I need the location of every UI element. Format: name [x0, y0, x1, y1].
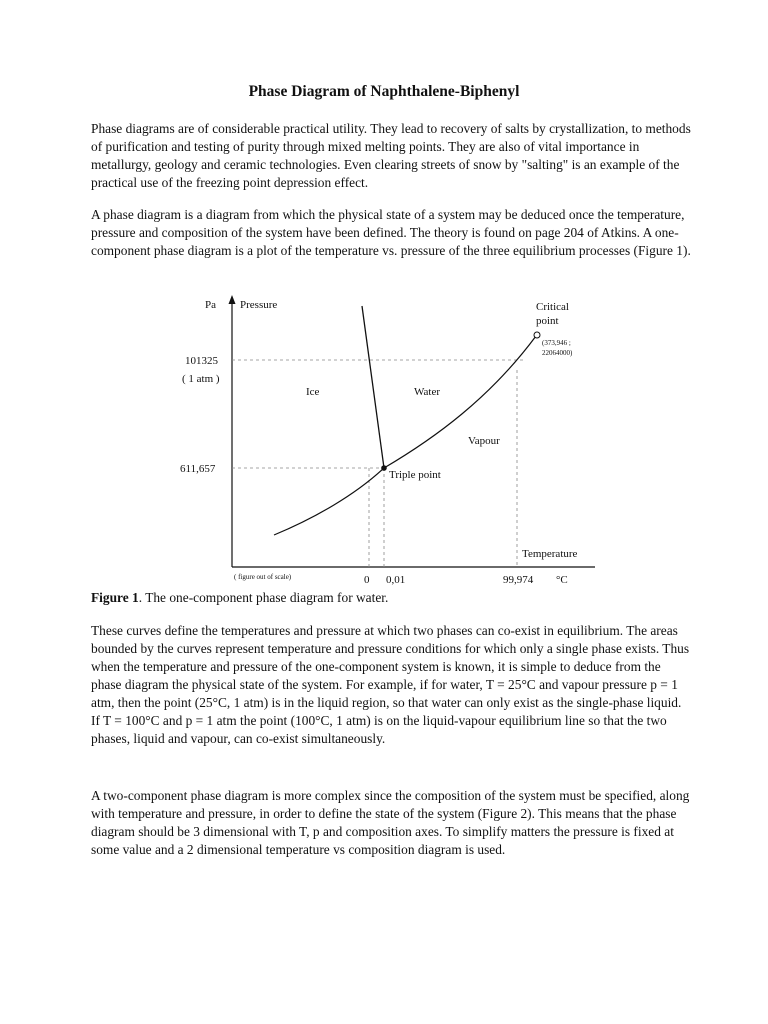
figure-caption: [91, 589, 691, 607]
x-tick-001: 0,01: [386, 574, 406, 586]
y-tick-611657: 611,657: [180, 463, 216, 475]
x-tick-0: 0: [364, 574, 370, 586]
y-tick-1atm: ( 1 atm ): [182, 373, 220, 385]
region-water: Water: [414, 386, 440, 398]
y-unit-label: Pa: [205, 299, 216, 311]
critical-point-label-1: Critical: [536, 301, 569, 313]
x-tick-99974: 99,974: [503, 574, 534, 586]
paragraph-two-component: A two-component phase diagram is more complex since the composition of the system must be specified, along with temperature and pressure, in order to define the state of the system (Figure 2). This means that the phase diagram should be 3 dimensional with T, p and composition axes. To simplify matters the pressure is fixed at some value and a 2 dimensional temperature vs composition diagram is used.: [91, 788, 690, 857]
triple-point-marker: [381, 465, 387, 471]
paragraph-intro: Phase diagrams are of considerable practical utility. They lead to recovery of salts by crystallization, to methods of purification and testing of purity through mixed melting points. They are also of vital importance in metallurgy, geology and ceramic technologies. Even clearing streets of snow by "salting" is an example of the practical use of the freezing point depression effect.: [91, 121, 691, 190]
x-unit-label: °C: [556, 574, 568, 586]
vaporization-curve: [384, 336, 536, 468]
y-axis-arrow-icon: [229, 295, 236, 304]
y-tick-101325: 101325: [185, 355, 218, 367]
figure-caption-label: Figure 1: [91, 590, 139, 605]
critical-point-coords-1: (373,946 ;: [542, 339, 571, 347]
fusion-curve: [362, 306, 384, 468]
paragraph-curves: These curves define the temperatures and pressure at which two phases can co-exist in equilibrium. The areas bounded by the curves represent temperature and pressure conditions for which only a single phase exists. Thus when the temperature and pressure of the one-component system is known, it is simple to deduce from the phase diagram the physical state of the system. For example, if for water, T = 25°C and vapour pressure p = 1 atm, then the point (25°C, 1 atm) is in the liquid region, so that water can only exist as the single-phase liquid. If T = 100°C and p = 1 atm the point (100°C, 1 atm) is on the liquid-vapour equilibrium line so that the two phases, liquid and vapour, can co-exist simultaneously.: [91, 623, 690, 746]
region-ice: Ice: [306, 386, 320, 398]
paragraph-definition: A phase diagram is a diagram from which the physical state of a system may be deduced once the temperature, pressure and composition of the system have been defined. The theory is found on page 204 of Atkins. A one-component phase diagram is a plot of the temperature vs. pressure of the three equilibrium processes (Figure 1).: [91, 207, 691, 258]
phase-diagram-figure: [170, 290, 600, 590]
x-axis-label: Temperature: [522, 548, 578, 560]
document-title: Phase Diagram of Naphthalene-Biphenyl: [248, 83, 520, 100]
critical-point-marker: [534, 332, 540, 338]
scale-note: ( figure out of scale): [234, 573, 292, 581]
figure-caption-text: . The one-component phase diagram for water.: [138, 590, 389, 605]
critical-point-coords-2: 22064000): [542, 349, 573, 357]
critical-point-label-2: point: [536, 315, 559, 327]
sublimation-curve: [274, 468, 384, 535]
triple-point-label: Triple point: [389, 469, 441, 481]
y-axis-label: Pressure: [240, 299, 278, 311]
region-vapour: Vapour: [468, 435, 500, 447]
